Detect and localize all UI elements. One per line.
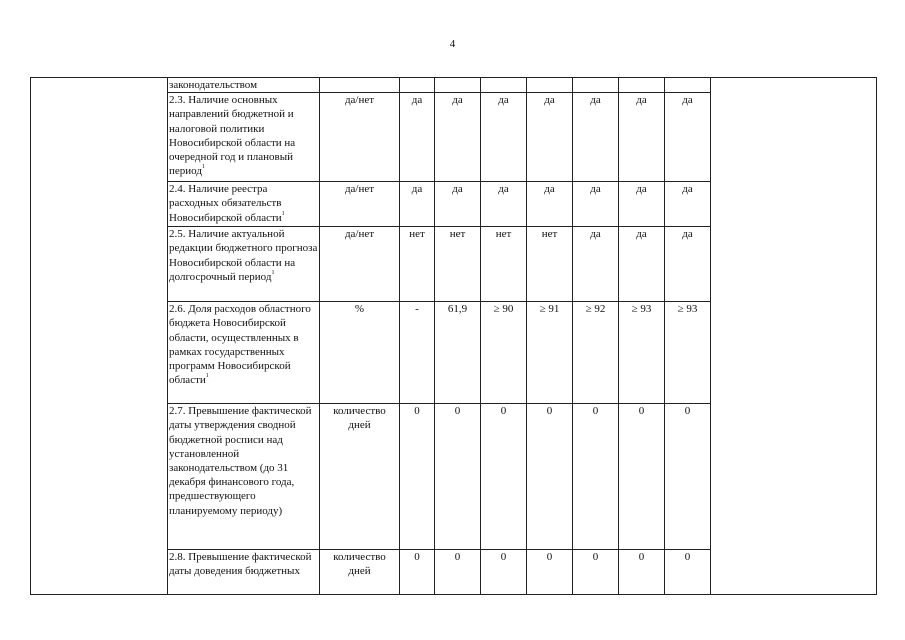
indicator-value: нет <box>435 227 481 302</box>
footnote-mark: 1 <box>271 269 275 276</box>
indicator-value: ≥ 92 <box>573 302 619 404</box>
indicator-value: да <box>481 93 527 182</box>
indicator-value: да <box>665 182 711 227</box>
footnote-mark: 1 <box>205 373 209 380</box>
indicator-value: нет <box>400 227 435 302</box>
indicator-value: 0 <box>619 404 665 550</box>
indicator-value: ≥ 90 <box>481 302 527 404</box>
indicator-value: 0 <box>400 404 435 550</box>
indicator-value: да <box>400 182 435 227</box>
indicator-value: 0 <box>400 550 435 595</box>
indicator-value: да <box>619 182 665 227</box>
indicator-name: 2.3. Наличие основных направлений бюджетной и налоговой политики Новосибирской области на очередной год и плановый период$^1$ <box>168 93 320 182</box>
indicator-value: да <box>573 182 619 227</box>
indicator-unit: да/нет <box>320 182 400 227</box>
indicator-value: да <box>481 182 527 227</box>
indicator-value: да <box>435 93 481 182</box>
indicator-value: да <box>527 182 573 227</box>
notes-cell <box>711 78 877 595</box>
indicator-value: ≥ 91 <box>527 302 573 404</box>
indicator-value: 61,9 <box>435 302 481 404</box>
indicator-value: да <box>665 227 711 302</box>
indicator-value: - <box>400 302 435 404</box>
indicator-value: 0 <box>573 404 619 550</box>
indicator-name: 2.4. Наличие реестра расходных обязательств Новосибирской области$^1$ <box>168 182 320 227</box>
indicator-value: 0 <box>573 550 619 595</box>
indicator-unit: да/нет <box>320 227 400 302</box>
indicator-value: 0 <box>665 404 711 550</box>
indicator-unit: % <box>320 302 400 404</box>
indicator-value: 0 <box>665 550 711 595</box>
indicator-value: да <box>573 93 619 182</box>
indicator-name: 2.8. Превышение фактической даты доведения бюджетных <box>168 550 320 595</box>
indicator-value: да <box>619 227 665 302</box>
indicator-unit: да/нет <box>320 93 400 182</box>
indicator-value: да <box>400 93 435 182</box>
indicator-value: 0 <box>619 550 665 595</box>
indicator-value: нет <box>527 227 573 302</box>
indicator-value: ≥ 93 <box>619 302 665 404</box>
indicator-unit: количество дней <box>320 404 400 550</box>
indicator-name: 2.6. Доля расходов областного бюджета Новосибирской области, осуществленных в рамках государственных программ Новосибирской области$^1$ <box>168 302 320 404</box>
indicator-name: 2.5. Наличие актуальной редакции бюджетного прогноза Новосибирской области на долгосрочный период$^1$ <box>168 227 320 302</box>
indicator-value: 0 <box>527 550 573 595</box>
indicator-value: 0 <box>435 550 481 595</box>
indicator-unit: количество дней <box>320 550 400 595</box>
indicator-value: да <box>665 93 711 182</box>
indicator-value: да <box>573 227 619 302</box>
indicator-value: да <box>435 182 481 227</box>
indicator-value: да <box>527 93 573 182</box>
goal-cell <box>31 78 168 595</box>
indicator-name-continuation: законодательством <box>168 78 320 93</box>
page-number: 4 <box>449 38 456 50</box>
indicator-value: 0 <box>435 404 481 550</box>
indicator-value: нет <box>481 227 527 302</box>
table-row <box>31 78 877 93</box>
indicator-value: 0 <box>481 550 527 595</box>
indicator-value: да <box>619 93 665 182</box>
indicator-value: ≥ 93 <box>665 302 711 404</box>
indicators-table <box>30 77 877 595</box>
indicator-value: 0 <box>527 404 573 550</box>
indicator-value: 0 <box>481 404 527 550</box>
footnote-mark: 1 <box>281 210 285 217</box>
footnote-mark: 1 <box>201 164 205 171</box>
indicator-name: 2.7. Превышение фактической даты утверждения сводной бюджетной росписи над установленной законодательством (до 31 декабря финансового года, предшествующего планируемому периоду) <box>168 404 320 550</box>
